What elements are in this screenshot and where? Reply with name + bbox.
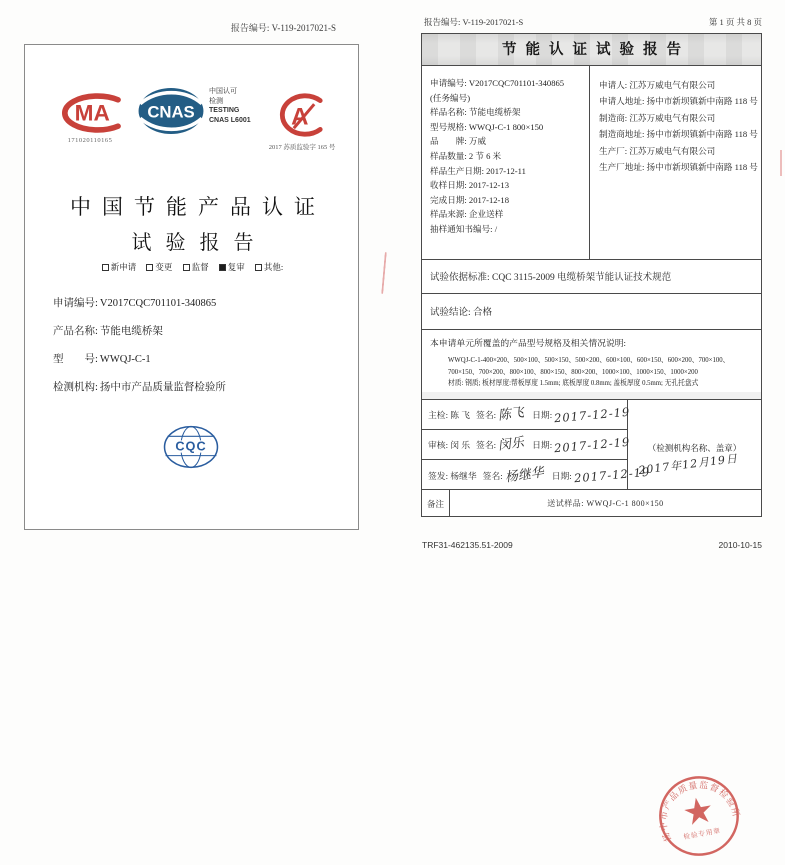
handwritten-signature: 闵乐 [497,435,526,454]
sign-label: 签名: [476,410,497,420]
checkbox-change [146,261,172,273]
field-value: WWQJ-C-1 [99,354,151,365]
models-line: 材质: 钢质; 板材厚度:帮板厚度 1.5mm; 底板厚度 0.8mm; 盖板厚度 0.5mm; 无孔托盘式 [448,378,699,388]
test-conclusion-row: 试验结论: 合格 [422,293,761,329]
cal-logo-icon [271,91,331,139]
date-label: 日期: [532,410,553,420]
handwritten-date: 2017-12-19 [553,434,631,455]
field-label: 型 号: [53,354,98,365]
models-line: 700×150、700×200、800×100、800×150、800×200、1000×100、1000×150、1000×200 [448,366,698,376]
info-line: 申请人地址: 扬中市新坝镇新中南路 118 号 [599,96,758,107]
cal-caption: 2017 苏质监验字 165 号 [268,144,336,151]
cnas-caption-line3: TESTING [209,107,240,114]
sign-label: 签名: [476,440,497,450]
left-title-line1: 中国节能产品认证 [70,195,326,219]
cqc-logo-text: CQC [175,438,207,454]
red-edge-mark [780,150,782,176]
stamp-cell-label: （检测机构名称、盖章） [647,443,742,453]
checkbox-label: 变更 [155,262,173,272]
field-value: 扬中市产品质量监督检验所 [99,382,226,393]
checkbox-label: 新申请 [110,262,137,272]
checkbox-new-application [102,261,137,273]
sample-info-row [422,66,761,259]
info-line: 品 牌: 万威 [430,136,487,147]
cma-logo-icon [53,91,129,135]
checkbox-supervision [183,261,209,273]
test-standard-row: 试验依据标准: CQC 3115-2009 电缆桥架节能认证技术规范 [422,259,761,293]
checkbox-other [255,261,283,273]
field-value: 节能电缆桥架 [99,326,163,337]
info-line: 样品来源: 企业送样 [430,209,504,220]
field-label: 申请编号: [53,298,98,309]
field-label: 产品名称: [53,326,98,337]
info-line: 申请编号: V2017CQC701101-340865 [430,78,565,88]
stamp-cell [628,400,761,489]
models-line: WWQJ-C-1-400×200、500×100、500×150、500×200、600×100、600×150、600×200、700×100、 [448,355,730,364]
info-line: 完成日期: 2017-12-18 [430,194,510,205]
models-heading: 本申请单元所覆盖的产品型号规格及相关情况说明: [430,338,626,348]
handwritten-signature: 杨继华 [503,464,545,486]
field-application-number [53,295,216,310]
footer-date: 2010-10-15 [718,540,762,550]
handwritten-signature: 陈飞 [497,405,526,424]
left-title-line2: 试验报告 [131,232,268,254]
red-official-stamp-icon [650,767,747,864]
signature-line-reviewer [422,430,631,460]
info-line: 型号规格: WWQJ-C-1 800×150 [430,121,544,132]
info-line: 抽样通知书编号: / [430,223,498,234]
info-line: 生产厂地址: 扬中市新坝镇新中南路 118 号 [599,162,758,173]
report-title: 节能认证试验报告 [422,34,761,66]
cnas-caption [209,87,251,125]
checkbox-icon [183,264,190,271]
field-value: V2017CQC701101-340865 [99,298,217,309]
date-label: 日期: [532,440,553,450]
remark-value: 送试样品: WWQJ-C-1 800×150 [547,499,664,508]
checkbox-label: 监督 [191,262,209,272]
checkbox-label: 其他: [263,262,284,272]
field-model [53,351,151,366]
signer-role: 主检: 陈 飞 [428,410,471,420]
info-line: 申请人: 江苏万威电气有限公司 [599,80,716,90]
info-line: 样品生产日期: 2017-12-11 [430,165,526,176]
left-page-border [24,44,359,530]
cnas-logo-text: CNAS [147,102,195,122]
cnas-logo-icon [137,85,205,137]
red-seal-mark [381,252,387,294]
date-label: 日期: [551,470,572,481]
cma-logo-text: MA [74,100,110,126]
checkbox-label: 复审 [227,262,245,272]
cnas-caption-line2: 检测 [209,97,223,105]
field-testing-agency [53,379,226,394]
remark-label-cell: 备注 [422,490,450,517]
signer-role: 审核: 闵 乐 [428,440,471,450]
signer-role: 签发: 杨继华 [428,470,477,481]
stamp-center-text: 检验专用章 [683,827,722,842]
signature-line-approver [422,460,651,490]
covered-models-row [422,329,761,399]
info-line: 生产厂: 江苏万威电气有限公司 [599,145,716,156]
checkbox-icon [255,264,262,271]
handwritten-date: 2017-12-19 [573,464,651,486]
cqc-logo-icon [163,425,219,469]
application-type-checkboxes [25,261,360,273]
checkbox-checked-icon [219,264,226,271]
signature-line-chief [422,400,631,430]
info-line: 制造商地址: 扬中市新坝镇新中南路 118 号 [599,129,758,140]
cnas-caption-line4: CNAS L6001 [209,116,251,124]
field-label: 检测机构: [53,382,98,393]
sample-info-left-cell [422,66,590,259]
scan-noise-band [422,392,761,399]
sign-label: 签名: [482,470,503,481]
applicant-info-right-cell [590,66,761,259]
field-product-name [53,323,163,338]
cma-number: 171020110165 [67,137,113,144]
remark-row [422,489,761,517]
info-line: (任务编号) [430,92,471,103]
footer-form-code: TRF31-462135.51-2009 [422,540,513,550]
stamp-arc-text: 扬中市产品质量监督检验所 [658,779,742,844]
page-indicator: 第 1 页 共 8 页 [708,17,762,27]
right-report-number: 报告编号: V-119-2017021-S [424,17,524,27]
stamp-handwritten-date: 2017年12月19日 [637,451,739,478]
info-line: 样品名称: 节能电缆桥架 [430,107,521,118]
left-report-number: 报告编号: V-119-2017021-S [230,23,336,33]
info-line: 收样日期: 2017-12-13 [430,180,510,191]
signature-left-cell [422,400,651,489]
checkbox-icon [102,264,109,271]
checkbox-review-checked [219,261,245,273]
cal-logo-text: A [291,103,309,131]
cnas-caption-line1: 中国认可 [209,88,237,95]
handwritten-date: 2017-12-19 [553,404,631,425]
info-line: 制造商: 江苏万威电气有限公司 [599,112,716,123]
checkbox-icon [146,264,153,271]
info-line: 样品数量: 2 节 6 米 [430,150,502,161]
